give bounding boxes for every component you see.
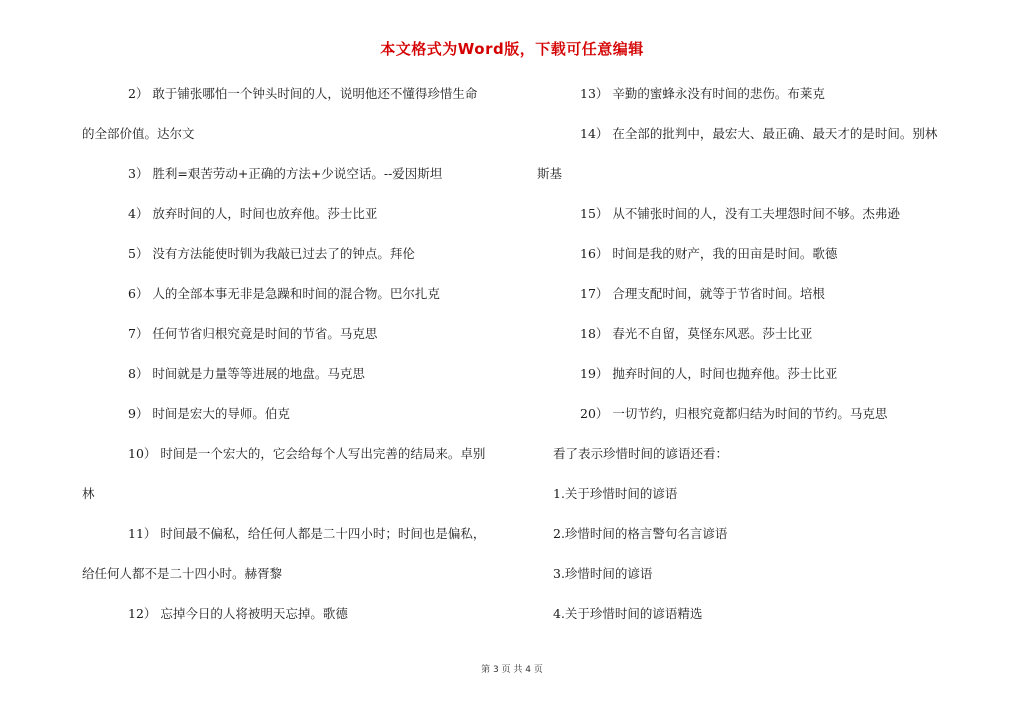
left-text-line: 给任何人都不是二十四小时。赫胥黎 <box>82 566 283 581</box>
page-footer: 第 3 页 共 4 页 <box>481 665 543 675</box>
left-text-line: 4） 放弃时间的人，时间也放弃他。莎士比亚 <box>128 206 378 221</box>
right-text-line: 4.关于珍惜时间的谚语精选 <box>553 606 703 621</box>
left-text-line: 林 <box>82 486 95 501</box>
left-text-line: 2） 敢于铺张哪怕一个钟头时间的人，说明他还不懂得珍惜生命 <box>128 86 478 101</box>
left-text-line: 的全部价值。达尔文 <box>82 126 195 141</box>
left-text-line: 9） 时间是宏大的导师。伯克 <box>128 406 290 421</box>
right-text-line: 20） 一切节约，归根究竟都归结为时间的节约。马克思 <box>580 406 888 421</box>
right-text-line: 斯基 <box>537 166 563 181</box>
right-text-line: 19） 抛弃时间的人，时间也抛弃他。莎士比亚 <box>580 366 838 381</box>
right-text-line: 看了表示珍惜时间的谚语还看： <box>553 446 729 461</box>
right-text-line: 18） 春光不自留，莫怪东风恶。莎士比亚 <box>580 326 813 341</box>
left-text-line: 5） 没有方法能使时钏为我敲已过去了的钟点。拜伦 <box>128 246 415 261</box>
left-text-line: 7） 任何节省归根究竟是时间的节省。马克思 <box>128 326 378 341</box>
right-text-line: 2.珍惜时间的格言警句名言谚语 <box>553 526 728 541</box>
left-text-line: 8） 时间就是力量等等进展的地盘。马克思 <box>128 366 365 381</box>
left-text-line: 10） 时间是一个宏大的，它会给每个人写出完善的结局来。卓别 <box>128 446 486 461</box>
left-text-line: 12） 忘掉今日的人将被明天忘掉。歌德 <box>128 606 348 621</box>
right-text-line: 15） 从不铺张时间的人，没有工夫埋怨时间不够。杰弗逊 <box>580 206 900 221</box>
left-text-line: 11） 时间最不偏私，给任何人都是二十四小时；时间也是偏私， <box>128 526 486 541</box>
right-text-line: 1.关于珍惜时间的谚语 <box>553 486 678 501</box>
left-text-line: 3） 胜利=艰苦劳动+正确的方法+少说空话。--爱因斯坦 <box>128 166 443 181</box>
right-text-line: 3.珍惜时间的谚语 <box>553 566 653 581</box>
document-banner: 本文格式为Word版，下载可任意编辑 <box>380 40 644 58</box>
left-text-line: 6） 人的全部本事无非是急躁和时间的混合物。巴尔扎克 <box>128 286 440 301</box>
right-text-line: 14） 在全部的批判中，最宏大、最正确、最天才的是时间。别林 <box>580 126 938 141</box>
right-text-line: 16） 时间是我的财产，我的田亩是时间。歌德 <box>580 246 838 261</box>
right-text-line: 17） 合理支配时间，就等于节省时间。培根 <box>580 286 825 301</box>
right-text-line: 13） 辛勤的蜜蜂永没有时间的悲伤。布莱克 <box>580 86 825 101</box>
